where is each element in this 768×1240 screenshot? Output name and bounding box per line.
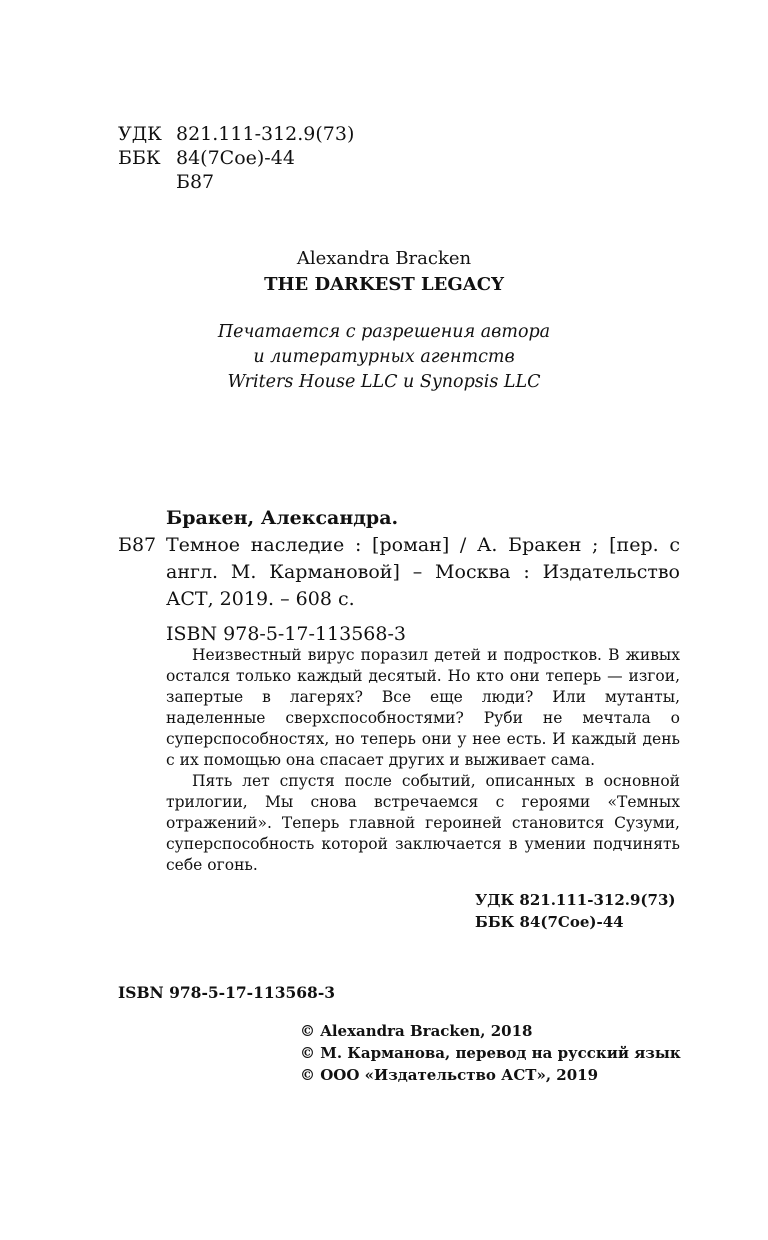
permission-line-2: и литературных агентств [253, 347, 515, 367]
permission-line-3: Writers House LLC и Synopsis LLC [227, 372, 541, 392]
catalog-isbn: ISBN 978-5-17-113568-3 [166, 623, 406, 645]
udk-bottom: УДК 821.111-312.9(73) [475, 891, 676, 909]
copyright-line: © Alexandra Bracken, 2018 [300, 1022, 533, 1040]
catalog-sign: Б87 [118, 534, 157, 556]
annotation [166, 645, 680, 876]
catalog-entry [118, 532, 680, 613]
catalog-description: Темное наследие : [роман] / А. Бракен ; [пер. с англ. М. Кармановой] – Москва : Издательство АСТ, 2019. – 608 с. [166, 534, 680, 610]
udk-bbk-block [118, 122, 354, 194]
copyright-block [300, 1020, 681, 1086]
catalog-record [118, 505, 680, 648]
catalog-author-heading: Бракен, Александра. [166, 507, 399, 529]
permission-notice [0, 320, 768, 395]
bbk-row [118, 146, 354, 170]
copyright-line: © ООО «Издательство АСТ», 2019 [300, 1066, 599, 1084]
bbk-bottom: ББК 84(7Сое)-44 [475, 913, 624, 931]
annotation-paragraph-1: Неизвестный вирус поразил детей и подростков. В живых остался только каждый десятый. Но кто они теперь — изгои, запертые в лагерях? Все еще люди? Или мутанты, наделенные сверхспособностями? Руби не мечтала о суперспособностях, но теперь они у нее есть. И каждый день с их помощью она спасает других и выживает сама. [166, 646, 680, 769]
classification-bottom [475, 889, 676, 933]
isbn-bottom: ISBN 978-5-17-113568-3 [118, 983, 336, 1002]
author-sign-row [118, 170, 354, 194]
original-title: THE DARKEST LEGACY [264, 274, 504, 295]
annotation-paragraph-2: Пять лет спустя после событий, описанных в основной трилогии, Мы снова встречаемся с героями «Темных отражений». Теперь главной героиней становится Сузуми, суперспособность которой заключается в умении подчинять себе огонь. [166, 772, 680, 874]
permission-line-1: Печатается с разрешения автора [217, 322, 551, 342]
original-author: Alexandra Bracken [296, 248, 472, 269]
udk-row [118, 122, 354, 146]
copyright-line: © М. Карманова, перевод на русский язык [300, 1044, 681, 1062]
bbk-value: 84(7Сое)-44 [176, 147, 295, 169]
author-sign: Б87 [176, 171, 215, 193]
bbk-label: ББК [118, 147, 161, 169]
udk-value: 821.111-312.9(73) [176, 123, 355, 145]
udk-label: УДК [118, 123, 162, 145]
